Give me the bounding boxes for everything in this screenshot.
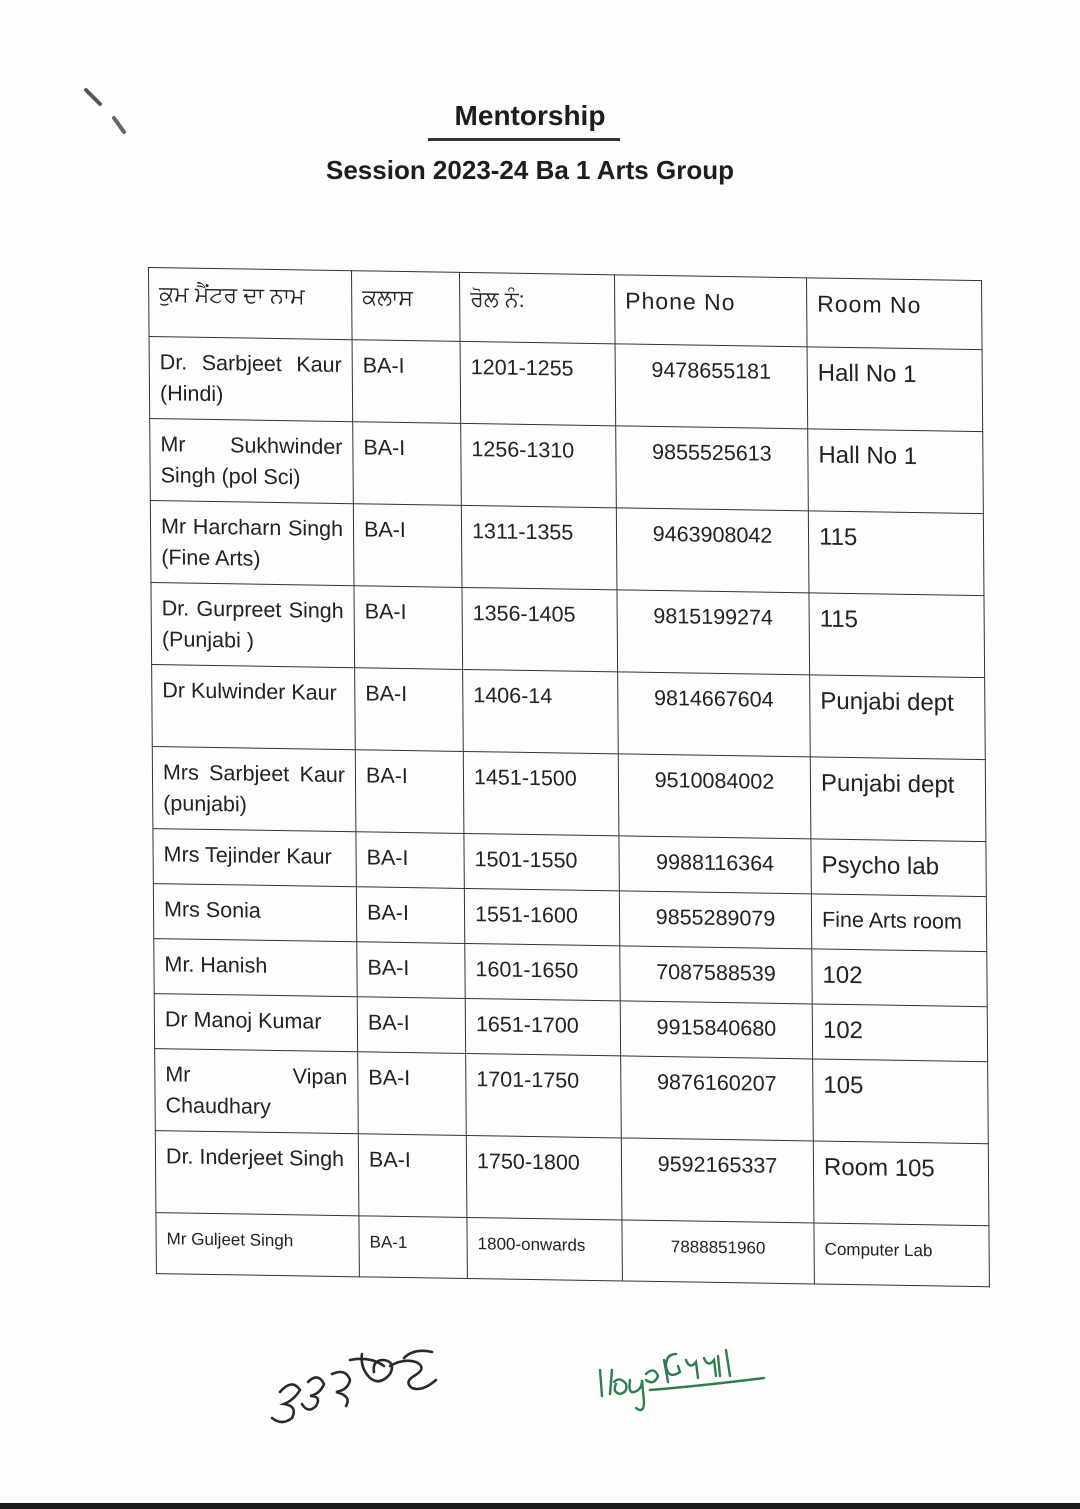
title-underline — [428, 138, 620, 141]
phone-cell: 9592165337 — [621, 1138, 814, 1223]
roll-range-cell: 1551-1600 — [464, 888, 619, 945]
table-row — [149, 337, 983, 432]
table-row — [150, 501, 984, 596]
column-header-phone: Phone No — [615, 275, 808, 347]
phone-cell: 9876160207 — [621, 1056, 814, 1141]
class-cell: BA-I — [354, 586, 463, 670]
room-cell: Computer Lab — [814, 1223, 989, 1287]
right-signature — [600, 1350, 764, 1410]
signatures-area — [0, 1330, 1080, 1440]
class-cell: BA-I — [356, 887, 464, 944]
mentorship-table-container — [148, 267, 990, 1287]
class-cell: BA-I — [355, 750, 464, 834]
mentor-name-cell: Mrs Tejinder Kaur — [153, 829, 356, 887]
roll-range-cell: 1406-14 — [463, 669, 619, 753]
roll-range-cell: 1256-1310 — [461, 423, 617, 507]
class-cell: BA-I — [357, 997, 465, 1054]
mentor-name-cell: Dr. Inderjeet Singh — [155, 1131, 359, 1216]
phone-cell: 9988116364 — [619, 836, 811, 894]
phone-cell: 9855525613 — [616, 426, 809, 511]
class-cell: BA-I — [353, 504, 462, 588]
roll-range-cell: 1451-1500 — [463, 751, 619, 835]
roll-range-cell: 1356-1405 — [462, 587, 618, 671]
phone-cell: 9814667604 — [618, 672, 811, 757]
phone-cell: 9510084002 — [618, 754, 811, 839]
page-subtitle: Session 2023-24 Ba 1 Arts Group — [326, 155, 734, 185]
roll-range-cell: 1750-1800 — [466, 1136, 622, 1220]
mentor-name-cell: Mr Sukhwinder Singh (pol Sci) — [150, 419, 354, 504]
mentor-name-cell: Mrs Sonia — [153, 884, 356, 942]
column-header-mentor-name: ਕੁਮ ਮੈਂਟਰ ਦਾ ਨਾਮ — [149, 268, 353, 340]
room-cell: Punjabi dept — [810, 757, 986, 842]
room-cell: 115 — [809, 593, 985, 678]
room-cell: 105 — [813, 1059, 989, 1144]
table-row — [152, 665, 986, 760]
class-cell: BA-I — [352, 340, 461, 424]
table-row — [155, 1131, 989, 1226]
phone-cell: 9478655181 — [615, 344, 808, 429]
roll-range-cell: 1601-1650 — [465, 943, 620, 1000]
roll-range-cell: 1501-1550 — [464, 833, 619, 890]
mentor-name-cell: Dr. Gurpreet Singh (Punjabi ) — [151, 583, 355, 668]
class-cell: BA-1 — [359, 1216, 467, 1279]
mentor-name-cell: Mr Harcharn Singh (Fine Arts) — [150, 501, 354, 586]
roll-range-cell: 1800-onwards — [467, 1218, 622, 1281]
room-cell: Hall No 1 — [808, 429, 984, 514]
room-cell: Psycho lab — [811, 839, 986, 897]
phone-cell: 9463908042 — [616, 508, 809, 593]
column-header-class: ਕਲਾਸ — [352, 271, 461, 342]
table-row — [156, 1213, 989, 1287]
mentor-name-cell: Mrs Sarbjeet Kaur (punjabi) — [152, 747, 356, 832]
room-cell: Hall No 1 — [807, 347, 983, 432]
room-cell: Fine Arts room — [811, 894, 986, 952]
class-cell: BA-I — [355, 668, 464, 752]
phone-cell: 7087588539 — [620, 946, 812, 1004]
table-row — [151, 583, 985, 678]
page-title: Mentorship — [454, 100, 606, 131]
table-row — [150, 419, 984, 514]
phone-cell: 9855289079 — [619, 891, 811, 949]
phone-cell: 9915840680 — [620, 1001, 812, 1059]
mentor-name-cell: Dr Manoj Kumar — [154, 994, 357, 1052]
mentor-name-cell: Dr Kulwinder Kaur — [152, 665, 356, 750]
room-cell: Room 105 — [813, 1141, 989, 1226]
column-header-roll-no: ਰੋਲ ਨੰ: — [460, 272, 616, 343]
mentorship-table — [148, 267, 990, 1287]
phone-cell: 9815199274 — [617, 590, 810, 675]
mentor-name-cell: Mr. Hanish — [154, 939, 357, 997]
class-cell: BA-I — [356, 832, 464, 889]
table-row — [152, 747, 986, 842]
room-cell: 102 — [812, 949, 987, 1007]
room-cell: 115 — [808, 511, 984, 596]
table-header-row — [149, 268, 983, 350]
mentor-name-cell: Mr Guljeet Singh — [156, 1213, 359, 1277]
mentor-name-cell: Mr Vipan Chaudhary — [155, 1049, 359, 1134]
table-row — [155, 1049, 989, 1144]
room-cell: Punjabi dept — [810, 675, 986, 760]
page-bottom-edge — [0, 1503, 1080, 1509]
phone-cell: 7888851960 — [622, 1220, 814, 1284]
class-cell: BA-I — [358, 1052, 467, 1136]
left-signature — [272, 1351, 436, 1422]
roll-range-cell: 1651-1700 — [465, 998, 620, 1055]
roll-range-cell: 1311-1355 — [461, 505, 617, 589]
class-cell: BA-I — [357, 942, 465, 999]
roll-range-cell: 1701-1750 — [466, 1053, 622, 1137]
room-cell: 102 — [812, 1004, 987, 1062]
column-header-room: Room No — [807, 278, 983, 350]
class-cell: BA-I — [353, 422, 462, 506]
roll-range-cell: 1201-1255 — [460, 341, 616, 425]
class-cell: BA-I — [358, 1134, 467, 1218]
mentor-name-cell: Dr. Sarbjeet Kaur (Hindi) — [149, 337, 353, 422]
